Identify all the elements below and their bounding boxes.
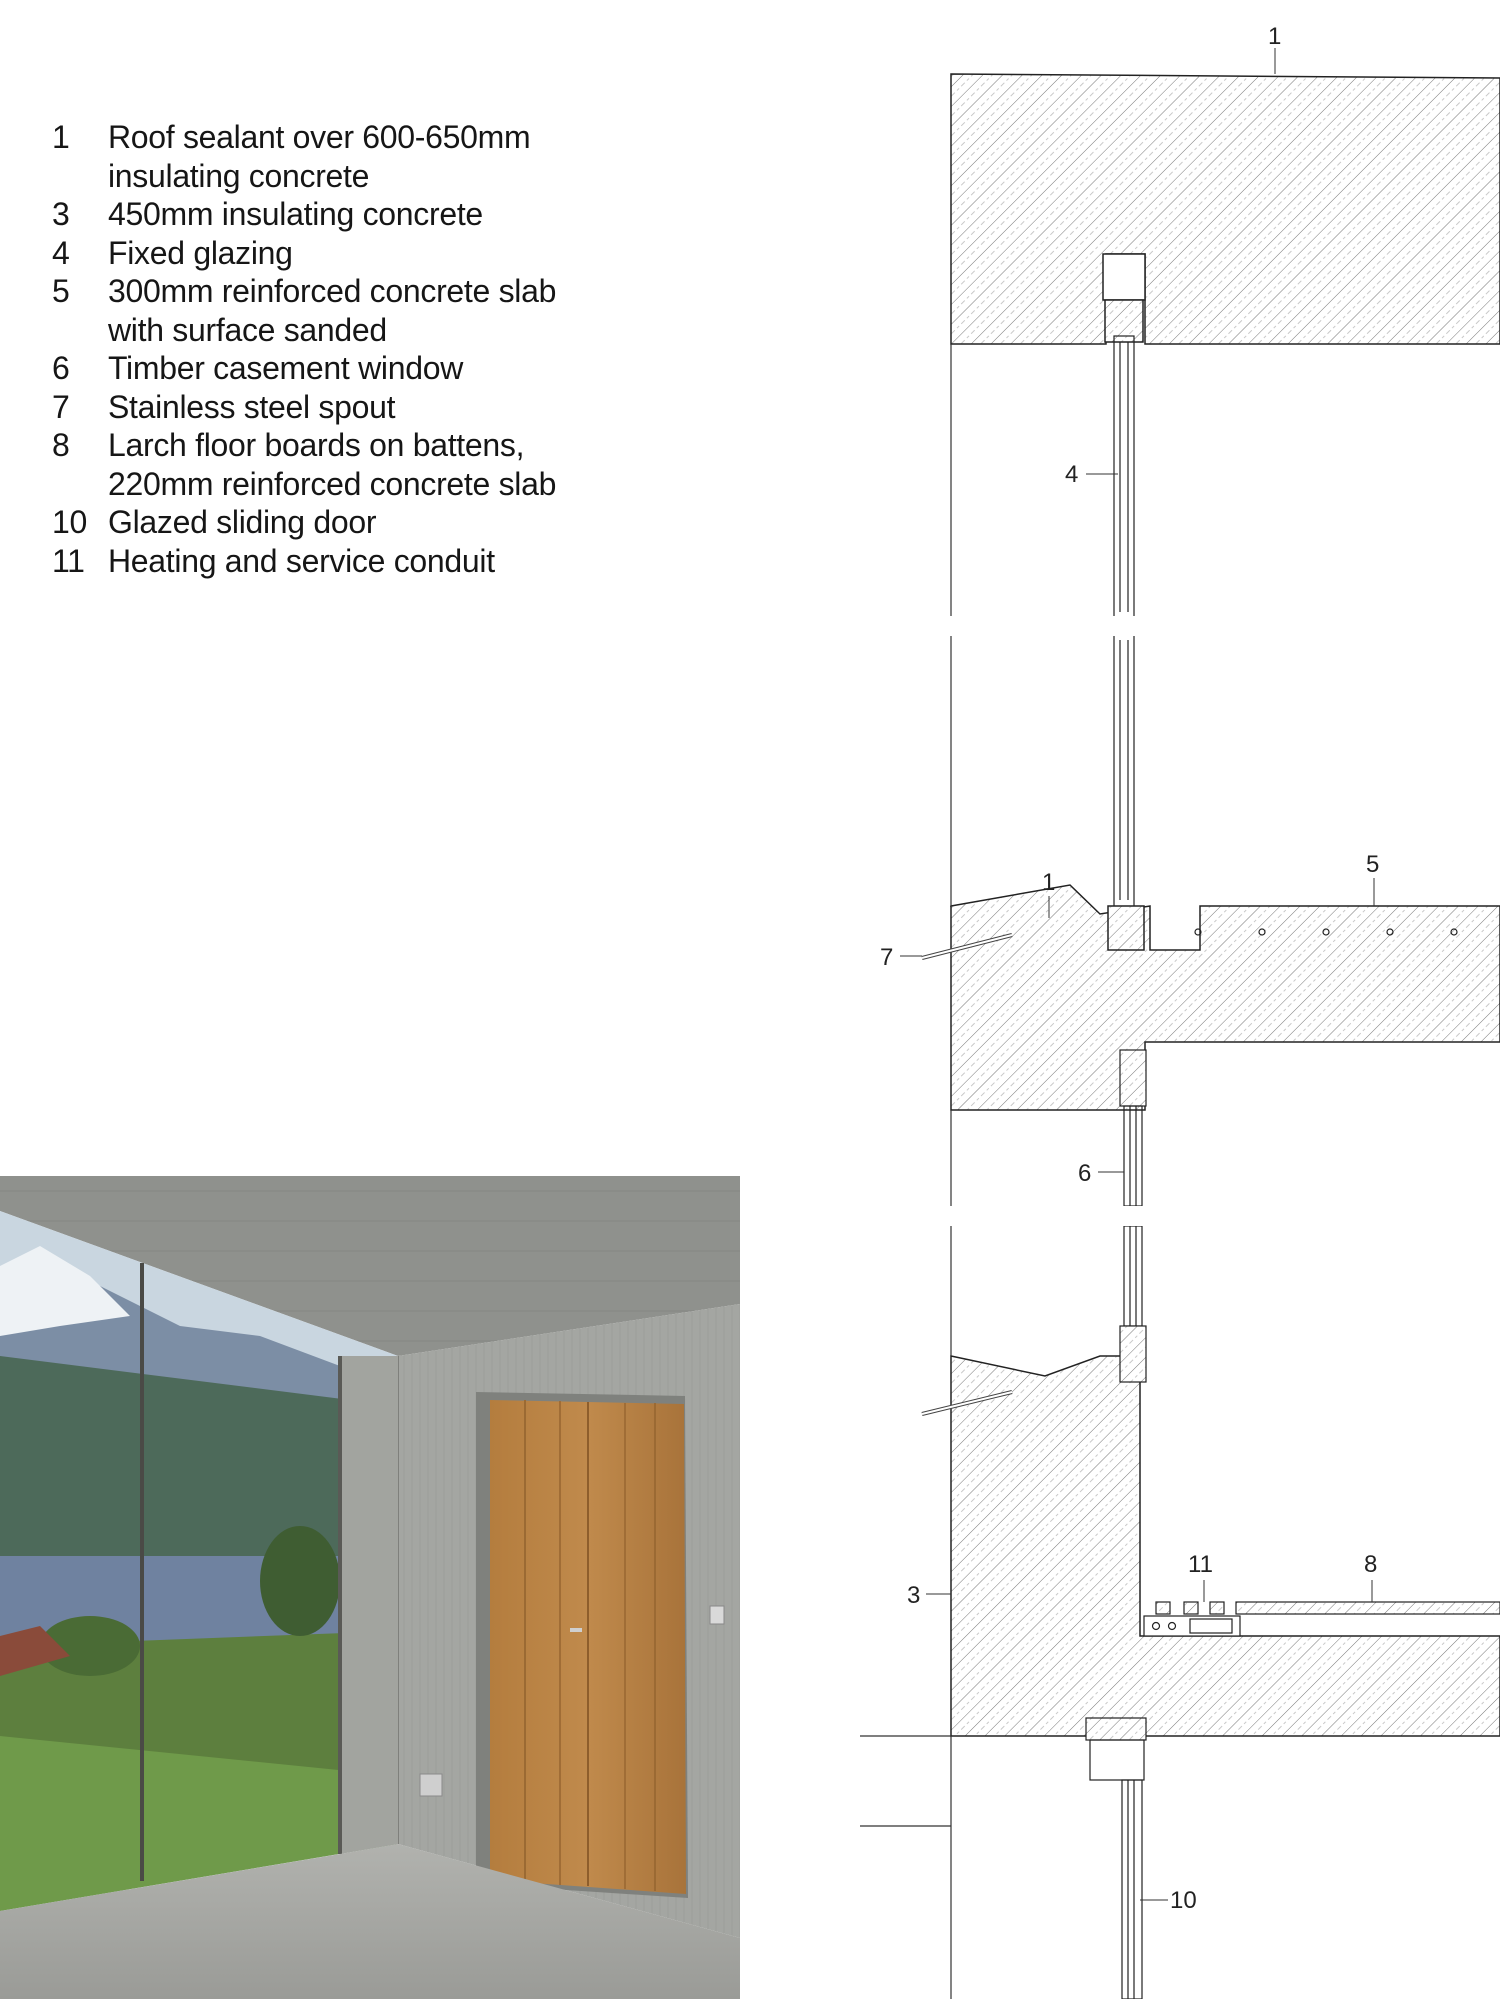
legend-item bbox=[52, 349, 612, 388]
legend-line: 450mm insulating concrete bbox=[108, 196, 483, 232]
legend-text bbox=[108, 503, 612, 542]
callout-8-floor: 8 bbox=[1364, 1551, 1378, 1578]
legend-item bbox=[52, 272, 612, 349]
legend-item bbox=[52, 426, 612, 503]
intermediate-slab-body bbox=[951, 885, 1500, 1110]
legend-text bbox=[108, 195, 612, 234]
legend-line: 220mm reinforced concrete slab bbox=[108, 465, 557, 502]
callout-4-glazing: 4 bbox=[1065, 461, 1079, 488]
legend-line: Glazed sliding door bbox=[108, 504, 377, 540]
legend-line: Fixed glazing bbox=[108, 234, 293, 271]
sliding-door bbox=[1086, 1718, 1146, 1999]
legend-line: Roof sealant over 600-650mm bbox=[108, 119, 531, 155]
legend-line: 300mm reinforced concrete slab bbox=[108, 273, 557, 309]
legend-text bbox=[108, 234, 612, 273]
legend-item bbox=[52, 234, 612, 273]
legend-number: 1 bbox=[52, 119, 70, 155]
door-handle bbox=[570, 1628, 582, 1632]
legend-text bbox=[108, 388, 612, 427]
legend-item bbox=[52, 118, 612, 195]
legend-line: Timber casement window bbox=[108, 350, 464, 386]
legend-list bbox=[52, 118, 612, 580]
legend-number: 8 bbox=[52, 427, 70, 463]
callout-7-spout: 7 bbox=[880, 944, 894, 971]
legend-number: 10 bbox=[52, 504, 87, 540]
legend-text bbox=[108, 272, 612, 349]
legend-number: 5 bbox=[52, 273, 70, 309]
legend-number: 7 bbox=[52, 388, 70, 425]
section-drawing bbox=[800, 0, 1500, 1999]
legend-text bbox=[108, 118, 612, 195]
light-switch bbox=[710, 1606, 724, 1624]
legend-number: 3 bbox=[52, 196, 70, 232]
callout-5-slab: 5 bbox=[1366, 851, 1380, 878]
callout-1-sealant: 1 bbox=[1042, 869, 1056, 896]
floor-boards bbox=[1156, 1602, 1500, 1614]
legend-line: insulating concrete bbox=[108, 157, 370, 194]
service-conduit bbox=[1144, 1616, 1240, 1636]
roof-slab bbox=[951, 74, 1500, 344]
callout-11-conduit: 11 bbox=[1188, 1551, 1213, 1578]
wall-vent bbox=[420, 1774, 442, 1796]
legend-text bbox=[108, 542, 612, 581]
callout-10-sliding-door: 10 bbox=[1170, 1887, 1197, 1914]
callout-1-roof: 1 bbox=[1268, 23, 1282, 50]
lower-wall bbox=[951, 1356, 1500, 1736]
legend-text bbox=[108, 349, 612, 388]
legend-number: 4 bbox=[52, 234, 70, 271]
legend-number: 11 bbox=[52, 542, 85, 579]
interior-photo bbox=[0, 1176, 740, 1999]
legend-line: Larch floor boards on battens, bbox=[108, 427, 525, 463]
callout-3-wall: 3 bbox=[907, 1582, 921, 1609]
legend-item bbox=[52, 542, 612, 581]
legend-text bbox=[108, 426, 612, 503]
legend-item bbox=[52, 388, 612, 427]
legend-line: Heating and service conduit bbox=[108, 542, 495, 579]
legend-item bbox=[52, 195, 612, 234]
legend-line: Stainless steel spout bbox=[108, 388, 396, 425]
callout-6-casement: 6 bbox=[1078, 1160, 1092, 1187]
legend-number: 6 bbox=[52, 350, 70, 386]
legend-line: with surface sanded bbox=[108, 311, 387, 348]
legend-item bbox=[52, 503, 612, 542]
